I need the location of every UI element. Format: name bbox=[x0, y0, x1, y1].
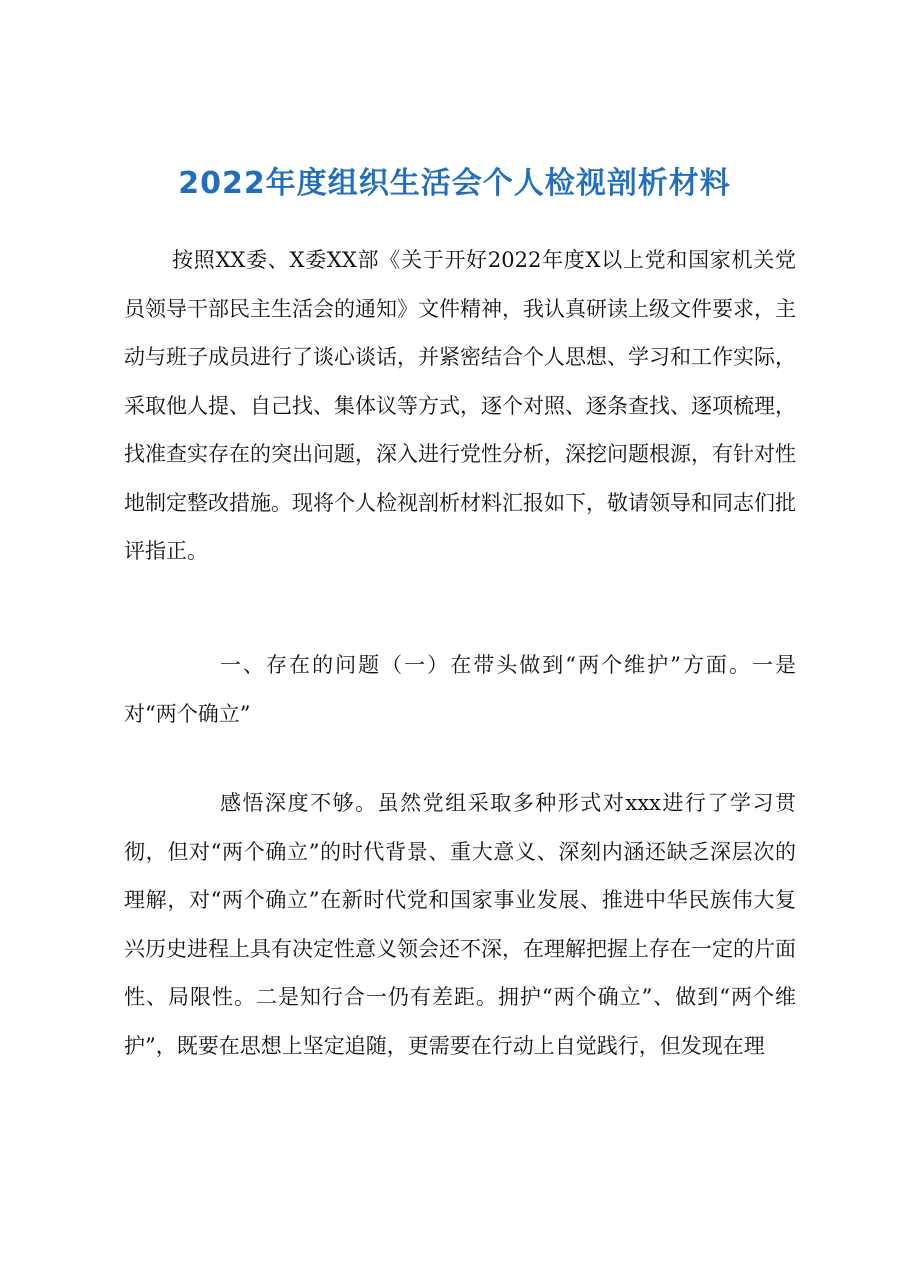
intro-paragraph: 按照XX委、X委XX部《关于开好2022年度X以上党和国家机关党员领导干部民主生活会的通知》文件精神，我认真研读上级文件要求，主动与班子成员进行了谈心谈话，并紧密结合个人思想、学习和工作实际，采取他人提、自己找、集体议等方式，逐个对照、逐条查找、逐项梳理，找准查实存在的突出问题，深入进行党性分析，深挖问题根源，有针对性地制定整改措施。现将个人检视剖析材料汇报如下，敬请领导和同志们批评指正。 bbox=[124, 248, 796, 563]
body-paragraph: 感悟深度不够。虽然党组采取多种形式对xxx进行了学习贯彻，但对“两个确立”的时代背景、重大意义、深刻内涵还缺乏深层次的理解，对“两个确立”在新时代党和国家事业发展、推进中华民族伟大复兴历史进程上具有决定性意义领会还不深，在理解把握上存在一定的片面性、局限性。二是知行合一仍有差距。拥护“两个确立”、做到“两个维护”，既要在思想上坚定追随，更需要在行动上自觉践行，但发现在理 bbox=[124, 791, 796, 1058]
section-heading-paragraph: 一、存在的问题（一）在带头做到“两个维护”方面。一是对“两个确立” bbox=[124, 653, 796, 726]
document-title: 2022年度组织生活会个人检视剖析材料 bbox=[178, 166, 731, 201]
